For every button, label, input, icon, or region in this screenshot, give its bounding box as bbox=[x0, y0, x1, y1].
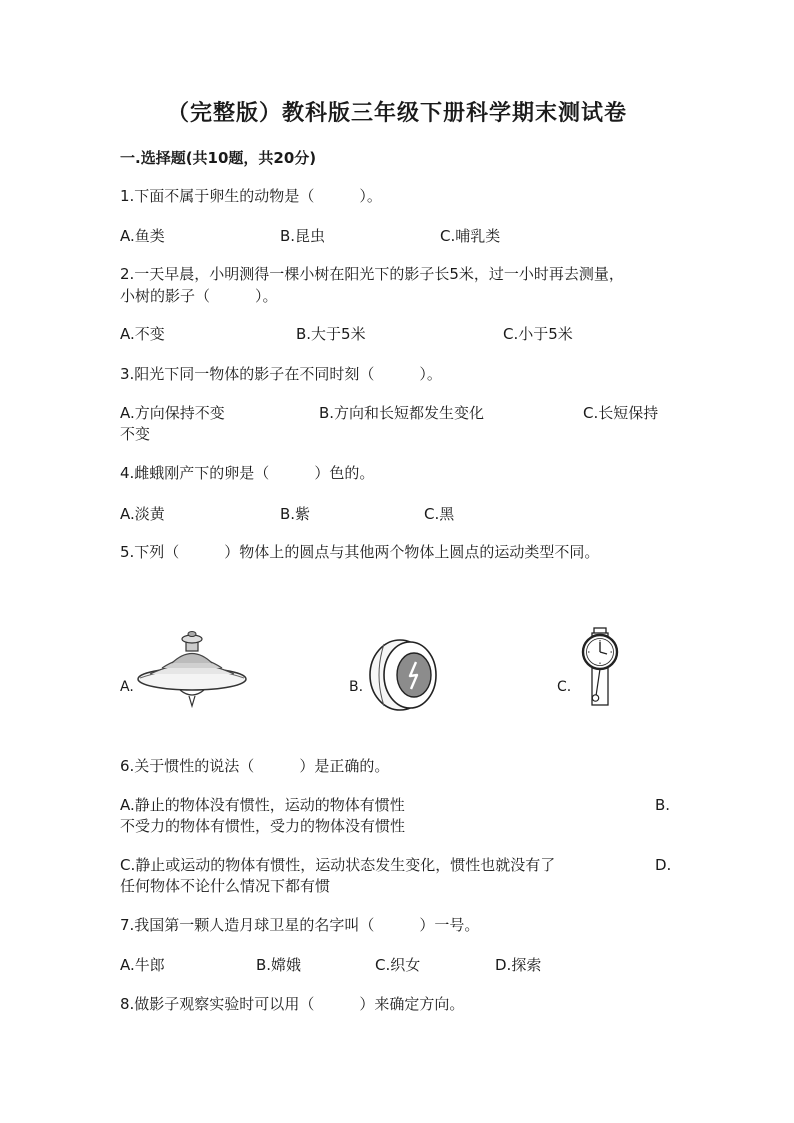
question-7-option-a[interactable]: A.牛郎 bbox=[120, 956, 165, 974]
question-4-option-b[interactable]: B.紫 bbox=[280, 505, 311, 523]
question-2-option-c[interactable]: C.小于5米 bbox=[503, 325, 573, 343]
question-5-option-a[interactable]: A. bbox=[120, 679, 134, 695]
spinning-top-figure bbox=[136, 630, 248, 708]
question-7-option-b[interactable]: B.嫦娥 bbox=[256, 956, 302, 974]
question-5-option-c[interactable]: C. bbox=[557, 679, 572, 695]
question-3-option-c-continued: 不变 bbox=[120, 425, 151, 443]
question-4-option-c[interactable]: C.黑 bbox=[424, 505, 455, 523]
question-6-option-a[interactable]: A.静止的物体没有惯性，运动的物体有惯性 bbox=[120, 796, 405, 814]
question-1-option-c[interactable]: C.哺乳类 bbox=[440, 227, 501, 245]
question-1-option-b[interactable]: B.昆虫 bbox=[280, 227, 326, 245]
question-6-option-b[interactable]: B. bbox=[655, 796, 671, 814]
section-heading: 一.选择题(共10题，共20分) bbox=[120, 149, 317, 167]
question-6-option-c[interactable]: C.静止或运动的物体有惯性，运动状态发生变化，惯性也就没有了 bbox=[120, 856, 556, 874]
question-7-stem: 7.我国第一颗人造月球卫星的名字叫（ ）一号。 bbox=[120, 916, 480, 934]
question-8-stem: 8.做影子观察实验时可以用（ ）来确定方向。 bbox=[120, 995, 465, 1013]
question-5-option-b[interactable]: B. bbox=[349, 679, 364, 695]
question-7-option-d[interactable]: D.探索 bbox=[495, 956, 542, 974]
question-1-stem: 1.下面不属于卵生的动物是（ ）。 bbox=[120, 187, 382, 205]
question-3-option-c[interactable]: C.长短保持 bbox=[583, 404, 659, 422]
pendulum-clock-figure bbox=[578, 626, 622, 708]
question-3-option-b[interactable]: B.方向和长短都发生变化 bbox=[319, 404, 485, 422]
question-7-option-c[interactable]: C.织女 bbox=[375, 956, 421, 974]
question-3-option-a[interactable]: A.方向保持不变 bbox=[120, 404, 225, 422]
question-4-option-a[interactable]: A.淡黄 bbox=[120, 505, 165, 523]
question-2-stem-line-2: 小树的影子（ ）。 bbox=[120, 287, 278, 305]
question-1-option-a[interactable]: A.鱼类 bbox=[120, 227, 165, 245]
question-2-option-a[interactable]: A.不变 bbox=[120, 325, 165, 343]
question-6-option-d-text: 任何物体不论什么情况下都有惯 bbox=[120, 877, 331, 895]
question-6-option-b-text: 不受力的物体有惯性，受力的物体没有惯性 bbox=[120, 817, 406, 835]
question-3-stem: 3.阳光下同一物体的影子在不同时刻（ ）。 bbox=[120, 365, 442, 383]
question-6-option-d[interactable]: D. bbox=[655, 856, 672, 874]
question-4-stem: 4.雌蛾刚产下的卵是（ ）色的。 bbox=[120, 464, 375, 482]
question-2-stem-line-1: 2.一天早晨，小明测得一棵小树在阳光下的影子长5米，过一小时再去测量， bbox=[120, 265, 624, 283]
question-6-stem: 6.关于惯性的说法（ ）是正确的。 bbox=[120, 757, 390, 775]
yo-yo-figure bbox=[368, 638, 440, 712]
page-title: （完整版）教科版三年级下册科学期末测试卷 bbox=[166, 100, 627, 126]
question-2-option-b[interactable]: B.大于5米 bbox=[296, 325, 366, 343]
question-5-stem: 5.下列（ ）物体上的圆点与其他两个物体上圆点的运动类型不同。 bbox=[120, 543, 600, 561]
